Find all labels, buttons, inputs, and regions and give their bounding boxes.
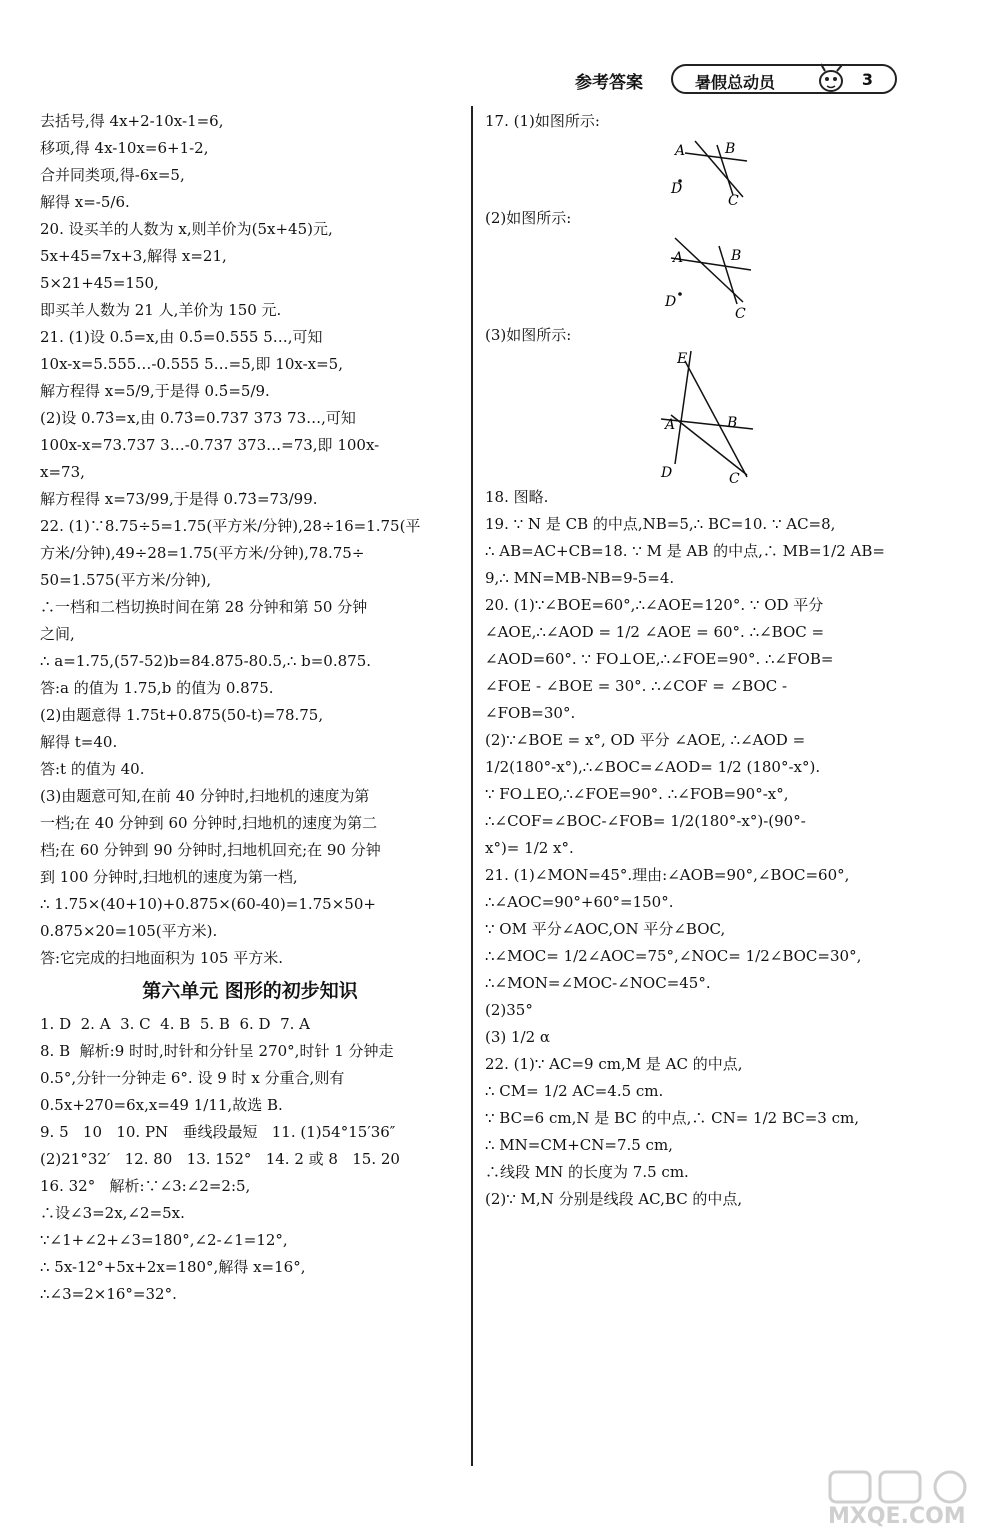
answer-line: 5x+45=7x+3,解得 x=21, bbox=[40, 247, 227, 265]
header-subtitle: 暑假总动员 bbox=[695, 73, 776, 92]
answer-line: 一档;在 40 分钟到 60 分钟时,扫地机的速度为第二 bbox=[40, 814, 378, 832]
label-C: C bbox=[729, 471, 740, 484]
answer-line: x°)= 1/2 x°. bbox=[485, 839, 574, 857]
answer-line: ∴一档和二档切换时间在第 28 分钟和第 50 分钟 bbox=[40, 598, 368, 616]
answer-line: 0.875×20=105(平方米). bbox=[40, 922, 218, 940]
answer-line: ∴∠MON=∠MOC-∠NOC=45°. bbox=[485, 974, 711, 992]
answer-line: ∵ BC=6 cm,N 是 BC 的中点,∴ CN= 1/2 BC=3 cm, bbox=[485, 1109, 860, 1127]
answer-line: ∴∠COF=∠BOC-∠FOB= 1/2(180°-x°)-(90°- bbox=[485, 812, 806, 830]
answer-line: ∴ 5x-12°+5x+2x=180°,解得 x=16°, bbox=[40, 1258, 306, 1276]
answer-line: 18. 图略. bbox=[485, 488, 549, 506]
answer-line: 解方程得 x=73/99,于是得 0.7̇3̇=73/99. bbox=[40, 490, 318, 508]
answer-line: 1. D 2. A 3. C 4. B 5. B 6. D 7. A bbox=[40, 1015, 311, 1033]
figure-17-1 bbox=[485, 135, 905, 205]
answer-line: ∴∠AOC=90°+60°=150°. bbox=[485, 893, 674, 911]
answer-line: 16. 32° 解析:∵∠3:∠2=2:5, bbox=[40, 1177, 251, 1195]
left-column bbox=[40, 108, 460, 1308]
answer-line: 22. (1)∵8.75÷5=1.75(平方米/分钟),28÷16=1.75(平 bbox=[40, 517, 421, 535]
answer-line: 档;在 60 分钟到 90 分钟时,扫地机回充;在 90 分钟 bbox=[40, 841, 381, 859]
answer-line: ∴∠3=2×16°=32°. bbox=[40, 1285, 177, 1303]
answer-line: 0.5°,分针一分钟走 6°. 设 9 时 x 分重合,则有 bbox=[40, 1069, 345, 1087]
left-answers-block bbox=[40, 108, 460, 972]
answer-line: 合并同类项,得-6x=5, bbox=[40, 166, 185, 184]
answer-line: 即买羊人数为 21 人,羊价为 150 元. bbox=[40, 301, 282, 319]
watermark-text: MXQE.COM bbox=[828, 1504, 966, 1529]
page-header bbox=[575, 64, 905, 98]
answer-line: 21. (1)设 0.5̇=x,由 0.5̇=0.555 5…,可知 bbox=[40, 328, 323, 346]
answer-line: 10x-x=5.555…-0.555 5…=5,即 10x-x=5, bbox=[40, 355, 343, 373]
answer-line: 移项,得 4x-10x=6+1-2, bbox=[40, 139, 209, 157]
answer-line: ∠AOE,∴∠AOD = 1/2 ∠AOE = 60°. ∴∠BOC = bbox=[485, 623, 825, 641]
answer-line: 答:t 的值为 40. bbox=[40, 760, 145, 778]
right-column bbox=[485, 108, 905, 1213]
answer-line: ∵∠1+∠2+∠3=180°,∠2-∠1=12°, bbox=[40, 1231, 288, 1249]
answer-line: ∠FOB=30°. bbox=[485, 704, 576, 722]
answer-line: (2)设 0.7̇3̇=x,由 0.7̇3̇=0.737 373 73…,可知 bbox=[40, 409, 356, 427]
answer-line: 1/2(180°-x°),∴∠BOC=∠AOD= 1/2 (180°-x°). bbox=[485, 758, 821, 776]
answer-17-2-label: (2)如图所示: bbox=[485, 209, 572, 227]
label-C: C bbox=[728, 193, 739, 205]
answer-line: 20. 设买羊的人数为 x,则羊价为(5x+45)元, bbox=[40, 220, 333, 238]
answer-line: (3)由题意可知,在前 40 分钟时,扫地机的速度为第 bbox=[40, 787, 370, 805]
answer-line: ∵ OM 平分∠AOC,ON 平分∠BOC, bbox=[485, 920, 726, 938]
section-title: 第六单元 图形的初步知识 bbox=[142, 980, 358, 1002]
answer-line: (2)由题意得 1.75t+0.875(50-t)=78.75, bbox=[40, 706, 324, 724]
answer-line: 9. 5 10 10. PN 垂线段最短 11. (1)54°15′36″ bbox=[40, 1123, 396, 1141]
answer-line: ∴设∠3=2x,∠2=5x. bbox=[40, 1204, 185, 1222]
answer-line: 8. B 解析:9 时时,时针和分针呈 270°,时针 1 分钟走 bbox=[40, 1042, 394, 1060]
column-divider bbox=[471, 106, 473, 1466]
answer-line: 5×21+45=150, bbox=[40, 274, 159, 292]
answer-line: 19. ∵ N 是 CB 的中点,NB=5,∴ BC=10. ∵ AC=8, bbox=[485, 515, 836, 533]
answer-line: 9,∴ MN=MB-NB=9-5=4. bbox=[485, 569, 675, 587]
answer-line: ∴∠MOC= 1/2∠AOC=75°,∠NOC= 1/2∠BOC=30°, bbox=[485, 947, 862, 965]
answer-line: 解得 t=40. bbox=[40, 733, 118, 751]
answer-line: (2)∵ M,N 分别是线段 AC,BC 的中点, bbox=[485, 1190, 743, 1208]
label-A: A bbox=[675, 143, 686, 159]
answer-line: 方米/分钟),49÷28=1.75(平方米/分钟),78.75÷ bbox=[40, 544, 365, 562]
answer-line: ∴ AB=AC+CB=18. ∵ M 是 AB 的中点,∴ MB=1/2 AB= bbox=[485, 542, 885, 560]
label-D: D bbox=[665, 294, 677, 310]
answer-line: ∵ FO⊥EO,∴∠FOE=90°. ∴∠FOB=90°-x°, bbox=[485, 785, 789, 803]
answer-line: ∴ a=1.75,(57-52)b=84.875-80.5,∴ b=0.875. bbox=[40, 652, 372, 670]
mascot-icon bbox=[813, 62, 849, 96]
header-pill bbox=[671, 64, 897, 94]
label-C: C bbox=[735, 306, 746, 322]
answer-line: 20. (1)∵∠BOE=60°,∴∠AOE=120°. ∵ OD 平分 bbox=[485, 596, 824, 614]
answer-line: 解方程得 x=5/9,于是得 0.5̇=5/9. bbox=[40, 382, 270, 400]
figure-17-3 bbox=[485, 349, 905, 484]
header-title: 参考答案 bbox=[575, 73, 643, 93]
answer-line: ∴ MN=CM+CN=7.5 cm, bbox=[485, 1136, 673, 1154]
answer-17-1-label: 17. (1)如图所示: bbox=[485, 112, 600, 130]
label-D: D bbox=[661, 465, 673, 481]
answer-line: ∴ 1.75×(40+10)+0.875×(60-40)=1.75×50+ bbox=[40, 895, 376, 913]
label-D: D bbox=[671, 181, 683, 197]
page-number: 3 bbox=[861, 70, 873, 89]
answer-17-3-label: (3)如图所示: bbox=[485, 326, 572, 344]
answer-line: 21. (1)∠MON=45°.理由:∠AOB=90°,∠BOC=60°, bbox=[485, 866, 850, 884]
label-B: B bbox=[727, 415, 738, 431]
answer-line: 答:它完成的扫地面积为 105 平方米. bbox=[40, 949, 283, 967]
watermark-logo-icon bbox=[828, 1470, 978, 1504]
answer-line: 22. (1)∵ AC=9 cm,M 是 AC 的中点, bbox=[485, 1055, 743, 1073]
answer-line: x=73, bbox=[40, 463, 85, 481]
watermark bbox=[828, 1470, 988, 1530]
answer-line: 到 100 分钟时,扫地机的速度为第一档, bbox=[40, 868, 298, 886]
answer-line: 去括号,得 4x+2-10x-1=6, bbox=[40, 112, 224, 130]
label-B: B bbox=[731, 248, 742, 264]
answer-line: (2)∵∠BOE = x°, OD 平分 ∠AOE, ∴∠AOD = bbox=[485, 731, 806, 749]
answer-line: 解得 x=-5/6. bbox=[40, 193, 130, 211]
answer-line: ∠AOD=60°. ∵ FO⊥OE,∴∠FOE=90°. ∴∠FOB= bbox=[485, 650, 834, 668]
label-E: E bbox=[677, 351, 688, 367]
answer-line: ∴线段 MN 的长度为 7.5 cm. bbox=[485, 1163, 689, 1181]
answer-line: (3) 1/2 α bbox=[485, 1028, 551, 1046]
answer-line: ∠FOE - ∠BOE = 30°. ∴∠COF = ∠BOC - bbox=[485, 677, 788, 695]
answer-line: 答:a 的值为 1.75,b 的值为 0.875. bbox=[40, 679, 274, 697]
answer-line: (2)21°32′ 12. 80 13. 152° 14. 2 或 8 15. 20 bbox=[40, 1150, 400, 1168]
label-B: B bbox=[725, 141, 736, 157]
right-answers-block bbox=[485, 484, 905, 1213]
left-answers-block-2 bbox=[40, 1011, 460, 1308]
figure-17-2 bbox=[485, 232, 905, 322]
answer-line: 100x-x=73.737 3…-0.737 373…=73,即 100x- bbox=[40, 436, 380, 454]
answer-line: 50=1.575(平方米/分钟), bbox=[40, 571, 212, 589]
answer-line: 0.5x+270=6x,x=49 1/11,故选 B. bbox=[40, 1096, 283, 1114]
answer-line: (2)35° bbox=[485, 1001, 533, 1019]
label-A: A bbox=[673, 250, 684, 266]
label-A: A bbox=[665, 417, 676, 433]
answer-line: ∴ CM= 1/2 AC=4.5 cm. bbox=[485, 1082, 664, 1100]
answer-line: 之间, bbox=[40, 625, 75, 643]
